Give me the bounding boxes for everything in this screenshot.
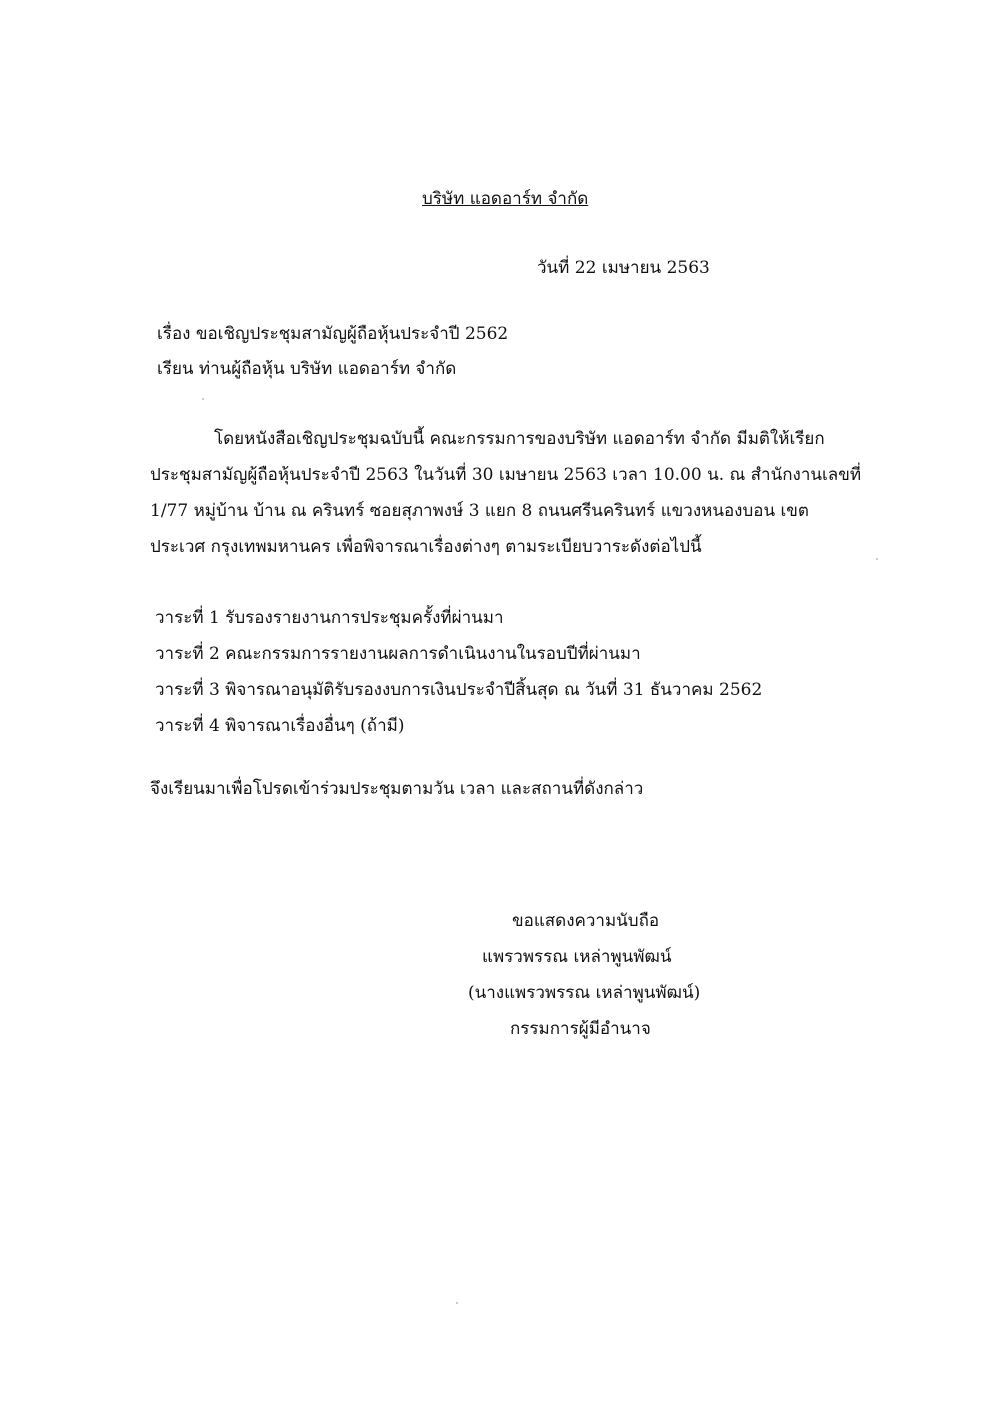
letter-date: วันที่ 22 เมษายน 2563 — [537, 258, 710, 278]
letter-subject: เรื่อง ขอเชิญประชุมสามัญผู้ถือหุ้นประจำปี 2562 — [157, 324, 509, 344]
signature-full-name: (นางแพรวพรรณ เหล่าพูนพัฒน์) — [468, 983, 701, 1003]
letter-recipient: เรียน ท่านผู้ถือหุ้น บริษัท แอดอาร์ท จำกัด — [157, 359, 457, 379]
company-title: บริษัท แอดอาร์ท จำกัด — [422, 189, 589, 209]
agenda-list — [155, 600, 762, 744]
agenda-item: วาระที่ 4 พิจารณาเรื่องอื่นๆ (ถ้ามี) — [155, 716, 405, 736]
body-line: ประเวศ กรุงเทพมหานคร เพื่อพิจารณาเรื่องต่างๆ ตามระเบียบวาระดังต่อไปนี้ — [150, 537, 702, 557]
body-line: โดยหนังสือเชิญประชุมฉบับนี้ คณะกรรมการของบริษัท แอดอาร์ท จำกัด มีมติให้เรียก — [214, 429, 825, 449]
closing-sentence: จึงเรียนมาเพื่อโปรดเข้าร่วมประชุมตามวัน เวลา และสถานที่ดังกล่าว — [150, 779, 644, 799]
scan-speck — [202, 398, 204, 400]
scan-speck — [876, 558, 878, 560]
signature-block — [460, 903, 720, 1047]
agenda-item: วาระที่ 2 คณะกรรมการรายงานผลการดำเนินงานในรอบปีที่ผ่านมา — [155, 644, 641, 664]
body-paragraph — [150, 421, 862, 565]
signature-name: แพรวพรรณ เหล่าพูนพัฒน์ — [482, 947, 672, 967]
body-line: 1/77 หมู่บ้าน บ้าน ณ ครินทร์ ซอยสุภาพงษ์ 3 แยก 8 ถนนศรีนครินทร์ แขวงหนองบอน เขต — [150, 501, 809, 521]
agenda-item: วาระที่ 3 พิจารณาอนุมัติรับรองงบการเงินประจำปีสิ้นสุด ณ วันที่ 31 ธันวาคม 2562 — [155, 680, 763, 700]
signature-position: กรรมการผู้มีอำนาจ — [510, 1019, 651, 1039]
agenda-item: วาระที่ 1 รับรองรายงานการประชุมครั้งที่ผ่านมา — [155, 608, 504, 628]
scan-speck — [456, 1302, 458, 1304]
body-line: ประชุมสามัญผู้ถือหุ้นประจำปี 2563 ในวันที่ 30 เมษายน 2563 เวลา 10.00 น. ณ สำนักงานเลขที่ — [150, 465, 862, 485]
signature-regards: ขอแสดงความนับถือ — [512, 911, 660, 931]
